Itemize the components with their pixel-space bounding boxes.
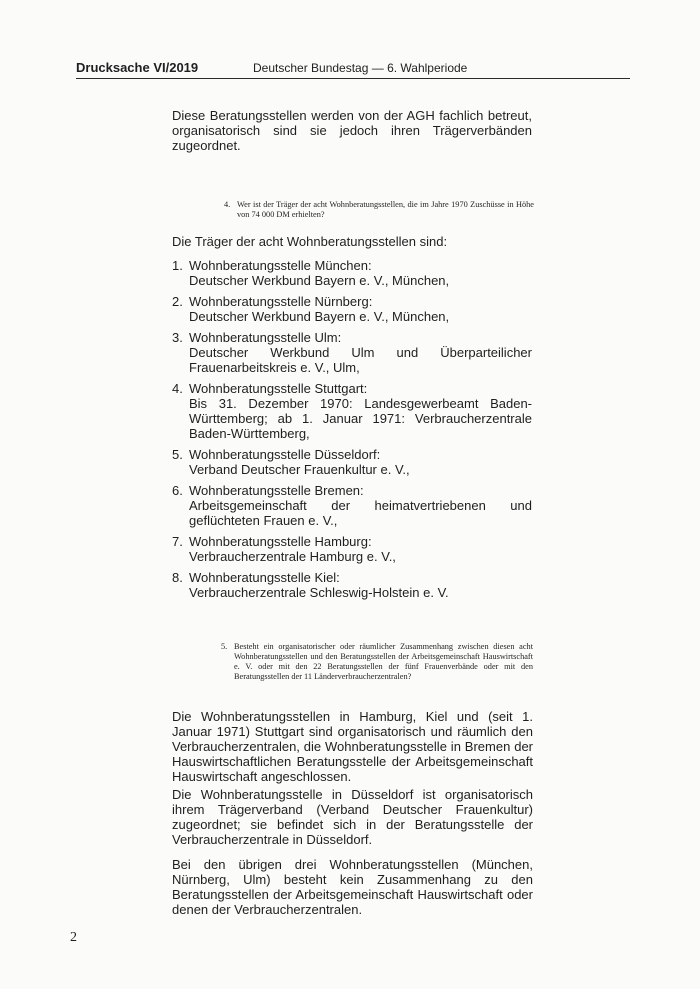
answer-lead: Die Träger der acht Wohnberatungsstellen sind: <box>172 234 448 249</box>
question-number: 5. <box>221 642 228 651</box>
page-header <box>76 60 630 79</box>
list-item-number: 8. <box>172 570 183 585</box>
list-item-carrier: Verbraucherzentrale Schleswig-Holstein e. V. <box>189 585 449 600</box>
question-4 <box>224 200 534 220</box>
parliament-title: Deutscher Bundestag — 6. Wahlperiode <box>253 61 468 75</box>
list-item-number: 2. <box>172 294 183 309</box>
list-item-carrier: Bis 31. Dezember 1970: Landesgewerbeamt Baden-Württemberg; ab 1. Januar 1971: Verbraucherzentrale Baden-Württemberg, <box>189 396 532 441</box>
answer-paragraph: Die Wohnberatungsstelle in Düsseldorf ist organisatorisch ihrem Trägerverband (Verband Deutscher Frauenkultur) zugeordnet; sie befindet sich in der Beratungsstelle der Verbraucherzentrale in Düsseldorf. <box>172 787 533 847</box>
list-item-number: 5. <box>172 447 183 462</box>
list-item-carrier: Verband Deutscher Frauenkultur e. V., <box>189 462 410 477</box>
list-item-number: 7. <box>172 534 183 549</box>
question-text: Besteht ein organisatorischer oder räumlicher Zusammenhang zwischen diesen acht Wohnberatungsstellen und den Beratungsstellen der Arbeitsgemeinschaft Hauswirtschaft e. V. oder mit den 22 Beratungsstellen der fünf Frauenverbände oder mit den Beratungsstellen der 11 Länderverbraucherzentralen? <box>234 642 533 681</box>
page-number: 2 <box>70 930 77 945</box>
list-item-name: Wohnberatungsstelle Bremen: <box>189 483 364 498</box>
list-item <box>172 447 532 477</box>
list-item-carrier: Deutscher Werkbund Bayern e. V., München, <box>189 309 450 324</box>
list-item-name: Wohnberatungsstelle Düsseldorf: <box>189 447 381 462</box>
list-item-name: Wohnberatungsstelle Ulm: <box>189 330 342 345</box>
list-item <box>172 570 532 600</box>
list-item <box>172 534 532 564</box>
list-item <box>172 258 532 288</box>
list-item <box>172 330 532 375</box>
list-item <box>172 381 532 441</box>
list-item-name: Wohnberatungsstelle München: <box>189 258 372 273</box>
intro-paragraph: Diese Beratungsstellen werden von der AGH fachlich betreut, organisatorisch sind sie jedoch ihren Trägerverbänden zugeordnet. <box>172 108 532 153</box>
question-text: Wer ist der Träger der acht Wohnberatungsstellen, die im Jahre 1970 Zuschüsse in Höhe von 74 000 DM erhielten? <box>237 200 534 219</box>
list-item-number: 1. <box>172 258 183 273</box>
list-item-carrier: Verbraucherzentrale Hamburg e. V., <box>189 549 396 564</box>
list-item-name: Wohnberatungsstelle Hamburg: <box>189 534 372 549</box>
list-item-name: Wohnberatungsstelle Nürnberg: <box>189 294 373 309</box>
list-item <box>172 294 532 324</box>
list-item-carrier: Deutscher Werkbund Ulm und Überparteilicher Frauenarbeitskreis e. V., Ulm, <box>189 345 532 375</box>
list-item-number: 3. <box>172 330 183 345</box>
carrier-list <box>172 258 532 606</box>
list-item-number: 6. <box>172 483 183 498</box>
list-item <box>172 483 532 528</box>
answer-paragraph: Die Wohnberatungsstellen in Hamburg, Kiel und (seit 1. Januar 1971) Stuttgart sind organisatorisch und räumlich den Verbraucherzentralen, die Wohnberatungsstelle in Bremen der Hauswirtschaftlichen Beratungsstelle der Arbeitsgemeinschaft Hauswirtschaft angeschlossen. <box>172 709 533 784</box>
list-item-name: Wohnberatungsstelle Kiel: <box>189 570 340 585</box>
list-item-name: Wohnberatungsstelle Stuttgart: <box>189 381 368 396</box>
list-item-carrier: Deutscher Werkbund Bayern e. V., München, <box>189 273 450 288</box>
question-number: 4. <box>224 200 231 209</box>
answer-paragraph: Bei den übrigen drei Wohnberatungsstellen (München, Nürnberg, Ulm) besteht kein Zusammenhang zu den Beratungsstellen der Arbeitsgemeinschaft Hauswirtschaft oder denen der Verbraucherzentralen. <box>172 857 533 917</box>
document-number: Drucksache VI/2019 <box>76 60 199 75</box>
list-item-carrier: Arbeitsgemeinschaft der heimatvertriebenen und geflüchteten Frauen e. V., <box>189 498 532 528</box>
list-item-number: 4. <box>172 381 183 396</box>
question-5 <box>221 642 533 682</box>
